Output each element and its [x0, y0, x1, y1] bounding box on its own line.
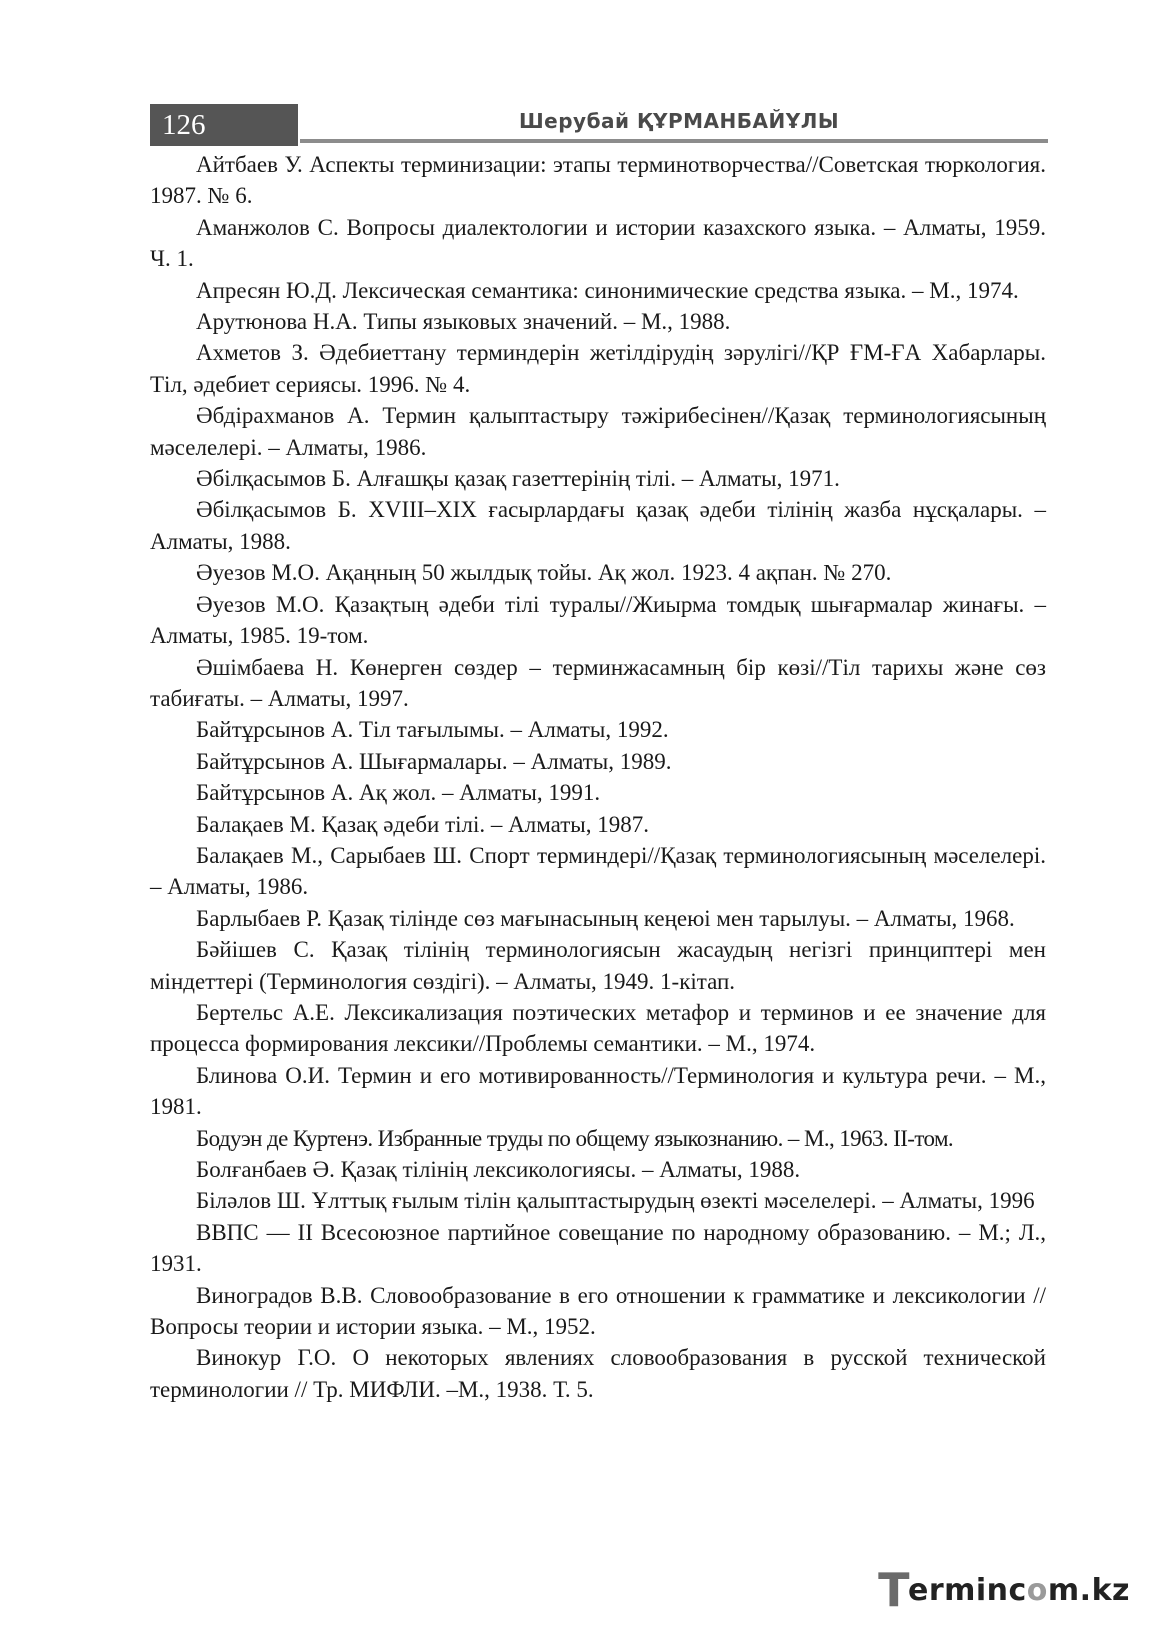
bibliography-list — [150, 149, 1046, 1405]
bib-entry: Арутюнова Н.А. Типы языковых значений. – М., 1988. — [196, 309, 731, 335]
bib-entry: Бодуэн де Куртенэ. Избранные труды по общему языкознанию. – М., 1963. II-том. — [196, 1125, 954, 1151]
bib-entry: Бертельс А.Е. Лексикализация поэтических метафор и терминов и ее значение для процесса формирования лексики//Проблемы семантики. – М., 1974. — [150, 999, 1046, 1057]
bib-entry: Әуезов М.О. Қазақтың әдеби тілі туралы//Жиырма томдық шығармалар жинағы. – Алматы, 1985. 19-том. — [150, 591, 1046, 649]
bib-entry: Болғанбаев Ә. Қазақ тілінің лексикологиясы. – Алматы, 1988. — [196, 1157, 801, 1182]
bib-entry: Біләлов Ш. Ұлттық ғылым тілін қалыптастырудың өзекті мәселелері. – Алматы, 1996 — [196, 1188, 1035, 1214]
bib-entry: ВВПС — II Всесоюзное партийное совещание по народному образованию. – М.; Л., 1931. — [150, 1219, 1046, 1277]
bib-entry: Аманжолов С. Вопросы диалектологии и истории казахского языка. – Алматы, 1959. Ч. 1. — [150, 214, 1046, 272]
bib-entry: Апресян Ю.Д. Лексическая семантика: синонимические средства языка. – М., 1974. — [196, 277, 1019, 303]
bib-entry: Әбдірахманов А. Термин қалыптастыру тәжірибесінен//Қазақ терминологиясының мәселелері. – Алматы, 1986. — [150, 403, 1046, 460]
bib-entry: Айтбаев У. Аспекты терминизации: этапы терминотворчества//Советская тюркология. 1987. № 6. — [150, 152, 1046, 209]
bib-entry: Әбілқасымов Б. XVIII–XIX ғасырлардағы қазақ әдеби тілінің жазба нұсқалары. – Алматы, 1988. — [150, 497, 1046, 554]
watermark-domain: m.kz — [1047, 1573, 1130, 1608]
bib-entry: Ахметов З. Әдебиеттану терминдерін жетілдірудің зәрулігі//ҚР ҒМ-ҒА Хабарлары. Тіл, әдебиет сериясы. 1996. № 4. — [150, 340, 1046, 397]
bib-entry: Балақаев М. Қазақ әдеби тілі. – Алматы, 1987. — [196, 811, 650, 837]
bib-entry: Бәйішев С. Қазақ тілінің терминологиясын жасаудың негізгі принциптері мен міндеттері (Терминология сөздігі). – Алматы, 1949. 1-кітап. — [150, 937, 1046, 994]
page-number: 126 — [150, 104, 298, 146]
bib-entry: Әшімбаева Н. Көнерген сөздер – терминжасамның бір көзі//Тіл тарихы және сөз табиғаты. – Алматы, 1997. — [150, 654, 1046, 711]
bib-entry: Винокур Г.О. О некоторых явлениях словообразования в русской технической терминологии // Тр. МИФЛИ. –М., 1938. Т. 5. — [150, 1345, 1046, 1402]
bib-entry: Байтұрсынов А. Тіл тағылымы. – Алматы, 1992. — [196, 717, 669, 743]
watermark-letter-t: T — [878, 1563, 910, 1617]
site-watermark — [878, 1563, 1130, 1617]
bib-entry: Балақаев М., Сарыбаев Ш. Спорт терминдері//Қазақ терминологиясының мәселелері. – Алматы, 1986. — [150, 842, 1046, 900]
watermark-text: erminc — [907, 1573, 1027, 1608]
bib-entry: Байтұрсынов А. Шығармалары. – Алматы, 1989. — [196, 748, 672, 774]
bib-entry: Байтұрсынов А. Ақ жол. – Алматы, 1991. — [196, 780, 601, 806]
header-rule — [300, 139, 1048, 143]
bib-entry: Блинова О.И. Термин и его мотивированность//Терминология и культура речи. – М., 1981. — [150, 1062, 1046, 1120]
bib-entry: Барлыбаев Р. Қазақ тілінде сөз мағынасының кеңеюі мен тарылуы. – Алматы, 1968. — [196, 905, 1015, 931]
bib-entry: Әбілқасымов Б. Алғашқы қазақ газеттерінің тілі. – Алматы, 1971. — [196, 466, 840, 492]
running-title: Шерубай ҚҰРМАНБАЙҰЛЫ — [518, 109, 840, 133]
page-header — [150, 104, 1048, 146]
bib-entry: Виноградов В.В. Словообразование в его отношении к грамматике и лексикологии // Вопросы теории и истории языка. – М., 1952. — [150, 1282, 1046, 1340]
bib-entry: Әуезов М.О. Ақаңның 50 жылдық тойы. Ақ жол. 1923. 4 ақпан. № 270. — [196, 560, 892, 586]
watermark-letter-o: o — [1026, 1573, 1048, 1608]
